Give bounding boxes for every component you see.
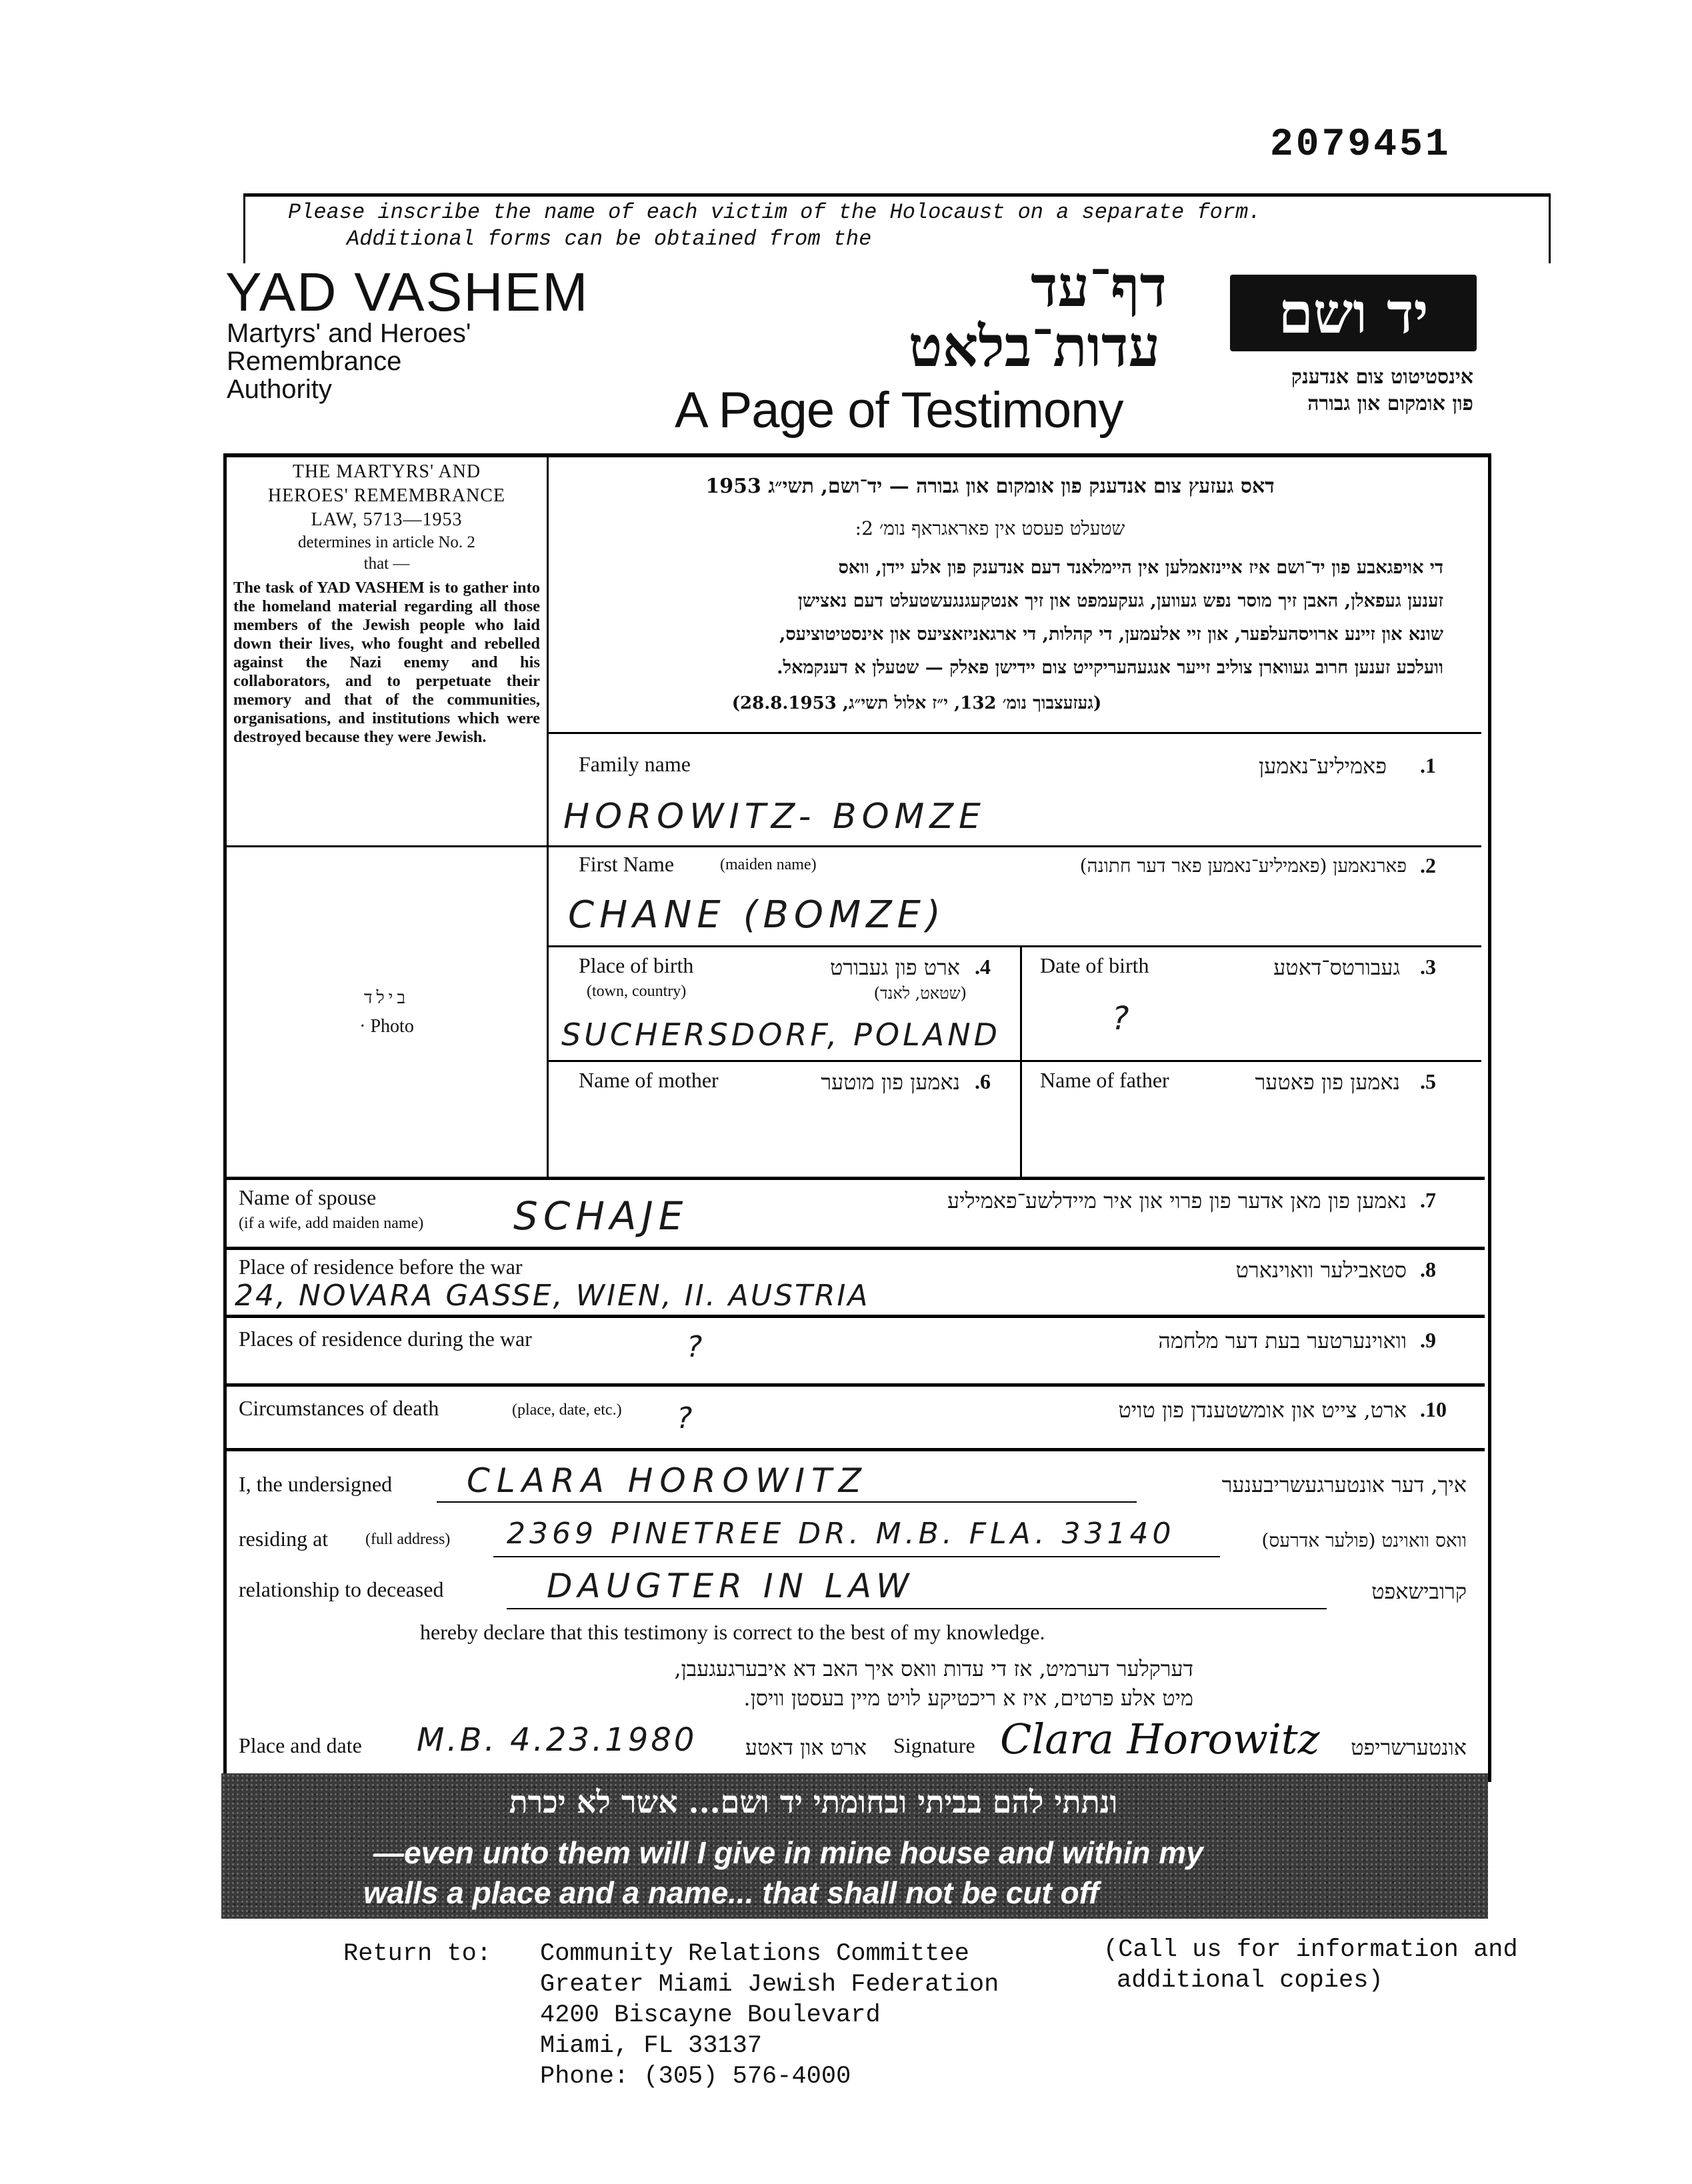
law-heading-2: HEROES' REMEMBRANCE: [267, 485, 506, 506]
document-number: 2079451: [1270, 123, 1451, 167]
circumstances-value[interactable]: ?: [677, 1401, 698, 1435]
call-info-1: (Call us for information and: [1103, 1936, 1518, 1964]
declaration-text: hereby declare that this testimony is correct to the best of my knowledge.: [420, 1620, 1045, 1644]
field-2-separator: [548, 945, 1481, 947]
father-name-label-hebrew: נאמען פון פאטער: [1255, 1069, 1400, 1095]
spouse-name-label-hebrew: נאמען פון מאן אדער פון פרוי און איר מיידלשע־פאמיליע: [947, 1188, 1407, 1213]
undersigned-label-hebrew: איך, דער אונטערגעשריבענער: [1221, 1472, 1467, 1497]
law-yiddish-4: זענען געפאלן, האבן זיך מוסר נפש געווען, געקעמפט און זיך אנטקעגנגעשטעלט דעם נאצישן: [797, 591, 1443, 611]
residence-during-label-hebrew: וואוינערטער בעת דער מלחמה: [1158, 1328, 1407, 1353]
place-of-birth-sublabel: (town, country): [587, 983, 687, 1000]
family-name-label: Family name: [579, 752, 691, 776]
law-yiddish-6: וועלכע זענען חרוב געווארן צוליב זייער אנגעהעריקייט צום יידישן פאלק — שטעלן א דענקמאל.: [777, 657, 1443, 678]
date-of-birth-number: .3: [1420, 955, 1436, 979]
mother-name-label-hebrew: נאמען פון מוטער: [821, 1069, 960, 1095]
declaration-hebrew-2: מיט אלע פרטים, איז א ריכטיקע לויט מיין בעסטן וויסן.: [743, 1685, 1193, 1711]
law-yiddish-7: (געזעצבוך נומ׳ 132, י״ז אלול תשי״ג, 28.8.1953): [731, 693, 1102, 713]
photo-label: · Photo: [359, 1016, 414, 1037]
residence-during-value[interactable]: ?: [687, 1330, 708, 1364]
place-date-label-hebrew: ארט און דאטע: [745, 1735, 867, 1760]
residing-label: residing at: [239, 1527, 329, 1551]
residing-line: [493, 1556, 1220, 1557]
first-name-label: First Name: [579, 852, 675, 876]
declaration-hebrew-1: דערקלער דערמיט, אז די עדות וואס איך האב דא איבערגעגעבן,: [674, 1656, 1193, 1681]
father-name-number: .5: [1420, 1069, 1436, 1093]
undersigned-line: [437, 1501, 1137, 1503]
law-heading-1: THE MARTYRS' AND: [292, 461, 481, 482]
hebrew-title-2: עדות־בלאט: [908, 313, 1160, 379]
first-name-sublabel: (maiden name): [720, 856, 817, 873]
banner-line-1: —even unto them will I give in mine house and within my: [373, 1835, 1203, 1870]
org-name: YAD VASHEM: [225, 262, 589, 323]
place-of-birth-sublabel-hebrew: (שטאט, לאנד): [873, 984, 967, 1003]
first-name-label-hebrew: פארנאמען (פאמיליע־נאמען פאר דער חתונה): [1079, 855, 1407, 877]
return-to-label: Return to:: [343, 1940, 492, 1968]
yad-vashem-logo: יד ושם: [1230, 275, 1477, 351]
spouse-name-value[interactable]: SCHAJE: [513, 1193, 689, 1239]
field-1-separator: [548, 845, 1481, 847]
mother-name-label: Name of mother: [579, 1068, 719, 1092]
law-yiddish-1: דאס געזעץ צום אנדענק פון אומקום און גבורה — יד־ושם, תשי״ג 1953: [705, 475, 1275, 498]
spouse-name-label: Name of spouse: [239, 1185, 377, 1209]
place-date-value[interactable]: M.B. 4.23.1980: [417, 1721, 697, 1759]
family-name-value[interactable]: HOROWITZ- BOMZE: [563, 797, 986, 837]
circumstances-number: .10: [1420, 1397, 1447, 1421]
spouse-name-sublabel: (if a wife, add maiden name): [239, 1215, 424, 1232]
residence-before-label-hebrew: סטאבילער וואוינארט: [1235, 1257, 1407, 1283]
law-yiddish-5: שונא און זיינע ארויסהעלפער, און זיי אלעמען, די קהלות, די ארגאניזאציעס און אינסטיטוציעס,: [779, 624, 1443, 645]
place-of-birth-label: Place of birth: [579, 953, 694, 977]
return-phone: Phone: (305) 576-4000: [540, 2063, 851, 2091]
field-10-bottom: [227, 1448, 1485, 1451]
residing-value[interactable]: 2369 PINETREE DR. M.B. FLA. 33140: [507, 1517, 1175, 1551]
circumstances-label: Circumstances of death: [239, 1396, 439, 1420]
mother-name-number: .6: [975, 1069, 991, 1093]
banner-line-2: walls a place and a name... that shall not be cut off: [363, 1875, 1099, 1910]
notice-line-1: Please inscribe the name of each victim of the Holocaust on a separate form.: [288, 200, 1261, 225]
residence-before-number: .8: [1420, 1257, 1436, 1281]
law-line-2: that —: [363, 555, 410, 573]
relationship-label: relationship to deceased: [239, 1577, 444, 1601]
place-of-birth-number: .4: [975, 955, 991, 979]
relationship-label-hebrew: קרובישאפט: [1371, 1579, 1467, 1604]
residing-sublabel: (full address): [365, 1531, 451, 1548]
birth-divider: [1020, 945, 1022, 1179]
birth-row-separator: [548, 1060, 1481, 1062]
spouse-name-number: .7: [1420, 1188, 1436, 1212]
circumstances-sublabel: (place, date, etc.): [512, 1401, 622, 1419]
residence-before-label: Place of residence before the war: [239, 1255, 523, 1279]
residence-before-value[interactable]: 24, NOVARA GASSE, WIEN, II. AUSTRIA: [235, 1279, 870, 1313]
field-7-bottom: [227, 1247, 1485, 1250]
law-line-1: determines in article No. 2: [298, 533, 475, 551]
relationship-value[interactable]: DAUGTER IN LAW: [547, 1567, 915, 1605]
return-address-4: Miami, FL 33137: [540, 2032, 763, 2060]
field-9-bottom: [227, 1383, 1485, 1387]
photo-column-divider: [547, 732, 549, 1179]
place-of-birth-label-hebrew: ארט פון געבורט: [829, 955, 960, 980]
signature-value[interactable]: Clara Horowitz: [1000, 1715, 1320, 1763]
field-8-bottom: [227, 1315, 1485, 1318]
logo-subtitle-2: פון אומקום און גבורה: [1307, 392, 1473, 415]
law-yiddish-3: די אויפגאבע פון יד־ושם איז איינזאמלען אין היימלאנד דעם אנדענק פון אלע יידן, וואס: [838, 557, 1443, 578]
law-yiddish-2: שטעלט פעסט אין פאראגראף נומ׳ 2:: [855, 517, 1125, 539]
hebrew-title-1: דף־עד: [1030, 253, 1167, 319]
org-subtitle-1: Martyrs' and Heroes': [227, 319, 471, 348]
circumstances-label-hebrew: ארט, צייט און אומשטענדן פון טויט: [1118, 1397, 1407, 1423]
law-body: The task of YAD VASHEM is to gather into the homeland material regarding all those members of the Jewish people who laid down their lives, who fought and rebelled against the Nazi enemy and his collaborators, and to perpetuate their memory and that of the communities, organisations, and institutions which were destroyed because they were Jewish.: [233, 579, 540, 746]
photo-label-hebrew: בילד: [363, 988, 409, 1008]
date-of-birth-label: Date of birth: [1040, 953, 1149, 977]
law-heading-3: LAW, 5713—1953: [311, 509, 463, 530]
father-name-label: Name of father: [1040, 1068, 1169, 1092]
banner-hebrew: ונתתי להם בביתי ובחומתי יד ושם... אשר לא יכרת: [509, 1784, 1118, 1820]
signature-label-hebrew: אונטערשריפט: [1351, 1735, 1467, 1760]
residence-during-number: .9: [1420, 1328, 1436, 1352]
page-title: A Page of Testimony: [675, 382, 1123, 439]
relationship-line: [507, 1608, 1327, 1609]
first-name-value[interactable]: CHANE (BOMZE): [568, 893, 946, 937]
return-address-3: 4200 Biscayne Boulevard: [540, 2001, 881, 2029]
family-name-label-hebrew: פאמיליע־נאמען: [1259, 753, 1387, 779]
notice-line-2: Additional forms can be obtained from the: [347, 227, 872, 251]
undersigned-value[interactable]: CLARA HOROWITZ: [467, 1461, 868, 1500]
logo-subtitle-1: אינסטיטוט צום אנדענק: [1291, 365, 1473, 389]
undersigned-label: I, the undersigned: [239, 1472, 393, 1496]
residing-label-hebrew: וואס וואוינט (פולער אדרעס): [1261, 1529, 1467, 1551]
signature-label: Signature: [893, 1733, 975, 1757]
place-date-label: Place and date: [239, 1733, 362, 1757]
date-of-birth-label-hebrew: געבורטס־דאטע: [1273, 955, 1400, 980]
residence-during-label: Places of residence during the war: [239, 1327, 532, 1351]
first-name-number: .2: [1420, 853, 1436, 877]
org-subtitle-2: Remembrance: [227, 347, 402, 376]
photo-top-separator: [227, 845, 548, 847]
return-address-2: Greater Miami Jewish Federation: [540, 1971, 999, 1999]
org-subtitle-3: Authority: [227, 375, 332, 404]
place-of-birth-value[interactable]: SUCHERSDORF, POLAND: [561, 1017, 1001, 1053]
family-name-number: .1: [1420, 753, 1436, 777]
return-address-1: Community Relations Committee: [540, 1940, 969, 1968]
field-7-top: [227, 1177, 1485, 1180]
call-info-2: additional copies): [1117, 1967, 1383, 1995]
date-of-birth-value[interactable]: ?: [1112, 1000, 1135, 1037]
